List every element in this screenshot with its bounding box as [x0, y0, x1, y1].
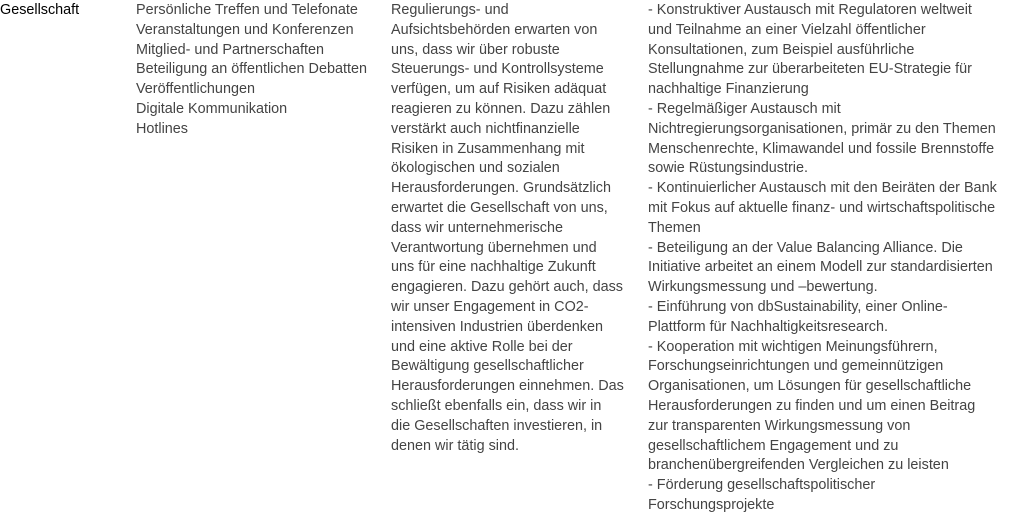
measures-cell	[648, 1, 1024, 516]
expectations-line: schließt ebenfalls ein, dass wir in	[391, 397, 602, 414]
expectations-line: verfügen, um auf Risiken adäquat	[391, 81, 607, 98]
expectations-line: und eine aktive Rolle bei der	[391, 338, 573, 355]
measures-line: mit Fokus auf aktuelle finanz- und wirtschaftspolitische	[648, 199, 996, 216]
measures-line: Forschungseinrichtungen und gemeinnützigen	[648, 358, 944, 375]
expectations-line: reagieren zu können. Dazu zählen	[391, 100, 611, 117]
measures-line: Stellungnahme zur überarbeiteten EU-Strategie für	[648, 61, 972, 78]
expectations-line: Bewältigung gesellschaftlicher	[391, 358, 584, 375]
measures-line: Nichtregierungsorganisationen, primär zu den Themen	[648, 120, 996, 137]
expectations-line: Herausforderungen einnehmen. Das	[391, 378, 624, 395]
expectations-line: engagieren. Dazu gehört auch, dass	[391, 279, 624, 296]
expectations-line: uns, dass wir über robuste	[391, 41, 560, 58]
expectations-line: verstärkt auch nichtfinanzielle	[391, 120, 580, 137]
format-item: Digitale Kommunikation	[136, 100, 288, 117]
format-item: Mitglied- und Partnerschaften	[136, 41, 324, 58]
measures-line: Herausforderungen zu finden und um einen Beitrag	[648, 397, 976, 414]
measures-line: nachhaltige Finanzierung	[648, 81, 809, 98]
measures-line: Plattform für Nachhaltigkeitsresearch.	[648, 318, 888, 335]
expectations-line: intensiven Industrien überdenken	[391, 318, 604, 335]
expectations-line: Aufsichtsbehörden erwarten von	[391, 21, 598, 38]
measures-line: Menschenrechte, Klimawandel und fossile Brennstoffe	[648, 140, 995, 157]
measures-line: Wirkungsmessung und –bewertung.	[648, 279, 878, 296]
measures-line: - Kontinuierlicher Austausch mit den Beiräten der Bank	[648, 180, 997, 197]
measures-line: - Konstruktiver Austausch mit Regulatoren weltweit	[648, 2, 972, 18]
format-item: Persönliche Treffen und Telefonate	[136, 2, 358, 18]
expectations-cell	[391, 1, 641, 456]
measures-line: - Förderung gesellschaftspolitischer	[648, 477, 876, 494]
measures-line: und Teilnahme an einer Vielzahl öffentlicher	[648, 21, 926, 38]
measures-line: Initiative arbeitet an einem Modell zur standardisierten	[648, 259, 993, 276]
expectations-line: Regulierungs- und	[391, 2, 509, 18]
expectations-line: dass wir unternehmerische	[391, 219, 563, 236]
measures-line: Forschungsprojekte	[648, 496, 775, 513]
expectations-line: Herausforderungen. Grundsätzlich	[391, 180, 611, 197]
format-item: Beteiligung an öffentlichen Debatten	[136, 61, 367, 78]
measures-line: - Kooperation mit wichtigen Meinungsführern,	[648, 338, 938, 355]
expectations-line: erwartet die Gesellschaft von uns,	[391, 199, 608, 216]
expectations-line: ökologischen und sozialen	[391, 160, 560, 177]
measures-line: - Regelmäßiger Austausch mit	[648, 100, 841, 117]
format-item: Hotlines	[136, 120, 188, 137]
measures-line: - Einführung von dbSustainability, einer Online-	[648, 298, 948, 315]
measures-line: - Beteiligung an der Value Balancing Alliance. Die	[648, 239, 963, 256]
measures-line: Themen	[648, 219, 701, 236]
format-item: Veranstaltungen und Konferenzen	[136, 21, 354, 38]
format-item: Veröffentlichungen	[136, 81, 255, 98]
expectations-line: Risiken in Zusammenhang mit	[391, 140, 585, 157]
expectations-line: uns für eine nachhaltige Zukunft	[391, 259, 596, 276]
measures-line: Konsultationen, zum Beispiel ausführliche	[648, 41, 915, 58]
measures-line: zur transparenten Wirkungsmessung von	[648, 417, 911, 434]
measures-line: branchenübergreifenden Vergleichen zu leisten	[648, 457, 949, 474]
expectations-line: Steuerungs- und Kontrollsysteme	[391, 61, 604, 78]
measures-line: Organisationen, um Lösungen für gesellschaftliche	[648, 378, 972, 395]
expectations-line: Verantwortung übernehmen und	[391, 239, 597, 256]
dialogue-formats-cell	[136, 1, 386, 140]
expectations-line: die Gesellschaften investieren, in	[391, 417, 603, 434]
stakeholder-cell	[0, 1, 128, 21]
measures-line: sowie Rüstungsindustrie.	[648, 160, 808, 177]
stakeholder-name: Gesellschaft	[0, 2, 80, 18]
expectations-line: wir unser Engagement in CO2-	[391, 298, 589, 315]
expectations-line: denen wir tätig sind.	[391, 437, 519, 454]
measures-line: gesellschaftlichem Engagement und zu	[648, 437, 899, 454]
